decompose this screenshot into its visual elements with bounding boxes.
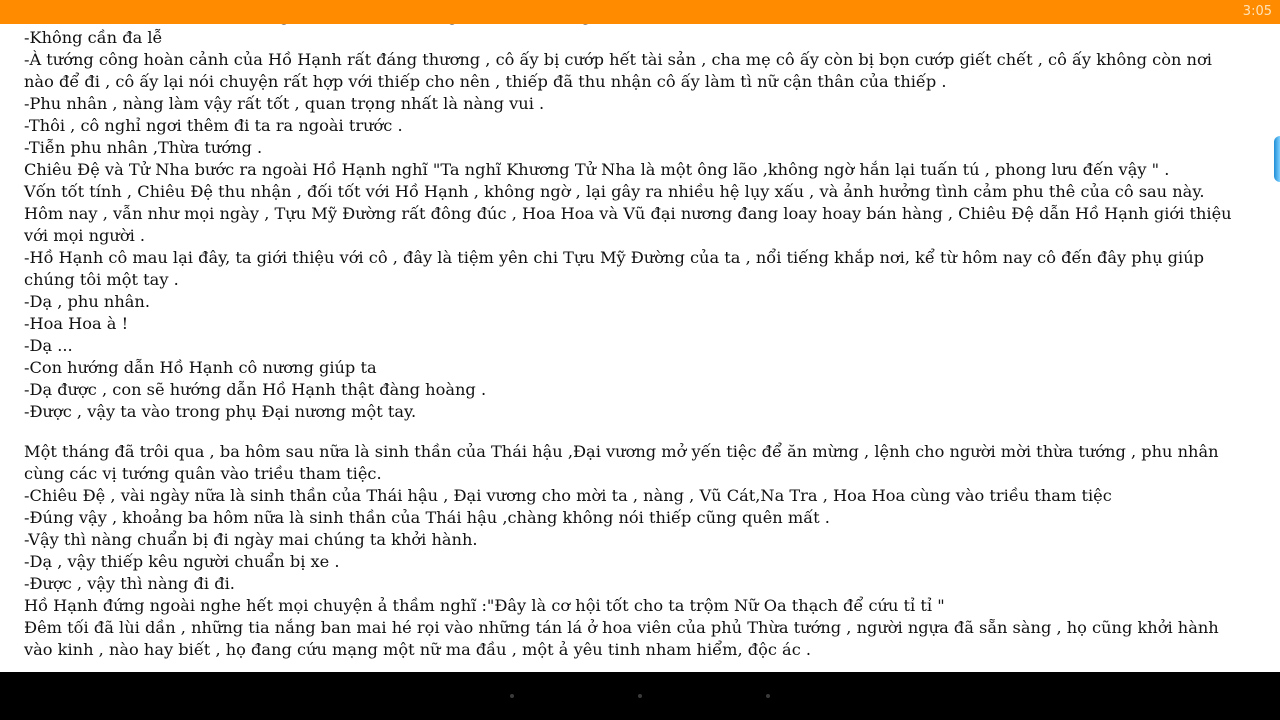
paragraph: -Được , vậy thì nàng đi đi. (24, 574, 235, 593)
recent-apps-button-icon[interactable] (766, 694, 770, 698)
paragraph: -Thôi , cô nghỉ ngơi thêm đi ta ra ngoài trước . (24, 116, 403, 135)
paragraph: -Được , vậy ta vào trong phụ Đại nương một tay. (24, 402, 417, 421)
paragraph: -Tiễn phu nhân ,Thừa tướng . (24, 138, 263, 157)
scroll-handle[interactable] (1274, 136, 1280, 182)
home-button-icon[interactable] (638, 694, 642, 698)
paragraph: Hồ Hạnh đứng ngoài nghe hết mọi chuyện ả thầm nghĩ :"Đây là cơ hội tốt cho ta trộm Nữ Oa thạch để cứu tỉ tỉ " (24, 596, 945, 615)
story-text (24, 5, 1242, 661)
paragraph: -À tướng công hoàn cảnh của Hồ Hạnh rất đáng thương , cô ấy bị cướp hết tài sản , cha mẹ cô ấy còn bị bọn cướp giết chết , cô ấy không còn nơi nào để đi , cô ấy lại nói chuyện rất hợp với thiếp cho nên , thiếp đã thu nhận cô ấy làm tì nữ cận thân của thiếp . (24, 50, 1212, 91)
navigation-bar (0, 672, 1280, 720)
paragraph: -Vậy thì nàng chuẩn bị đi ngày mai chúng ta khởi hành. (24, 530, 478, 549)
paragraph: Chiêu Đệ và Tử Nha bước ra ngoài Hồ Hạnh nghĩ "Ta nghĩ Khương Tử Nha là một ông lão ,không ngờ hắn lại tuấn tú , phong lưu đến vậy " . (24, 160, 1170, 179)
paragraph: -Phu nhân , nàng làm vậy rất tốt , quan trọng nhất là nàng vui . (24, 94, 545, 113)
paragraph: -Con hướng dẫn Hồ Hạnh cô nương giúp ta (24, 358, 377, 377)
paragraph: Đêm tối đã lùi dần , những tia nắng ban mai hé rọi vào những tán lá ở hoa viên của phủ Thừa tướng , người ngựa đã sẵn sàng , họ cũng khởi hành vào kinh , nào hay biết , họ đang cứu mạng một nữ ma đầu , một ả yêu tinh nham hiểm, độc ác . (24, 618, 1219, 659)
paragraph: -Dạ ... (24, 336, 73, 355)
clock: 3:05 (1242, 4, 1272, 19)
paragraph: -Đúng vậy , khoảng ba hôm nữa là sinh thần của Thái hậu ,chàng không nói thiếp cũng quên mất . (24, 508, 830, 527)
paragraph: -Chiêu Đệ , vài ngày nữa là sinh thần của Thái hậu , Đại vương cho mời ta , nàng , Vũ Cát,Na Tra , Hoa Hoa cùng vào triều tham tiệc (24, 486, 1112, 505)
paragraph: -Dạ , vậy thiếp kêu người chuẩn bị xe . (24, 552, 340, 571)
back-button-icon[interactable] (510, 694, 514, 698)
paragraph: -Hoa Hoa à ! (24, 314, 129, 333)
paragraph: Hôm nay , vẫn như mọi ngày , Tựu Mỹ Đường rất đông đúc , Hoa Hoa và Vũ đại nương đang loay hoay bán hàng , Chiêu Đệ dẫn Hồ Hạnh giới thiệu với mọi người . (24, 204, 1232, 245)
paragraph: Một tháng đã trôi qua , ba hôm sau nữa là sinh thần của Thái hậu ,Đại vương mở yến tiệc để ăn mừng , lệnh cho người mời thừa tướng , phu nhân cùng các vị tướng quân vào triều tham tiệc. (24, 442, 1219, 483)
paragraph: -Không cần đa lễ (24, 28, 163, 47)
status-bar (0, 0, 1280, 24)
paragraph: -Dạ được , con sẽ hướng dẫn Hồ Hạnh thật đàng hoàng . (24, 380, 487, 399)
paragraph: Vốn tốt tính , Chiêu Đệ thu nhận , đối tốt với Hồ Hạnh , không ngờ , lại gây ra nhiều hệ lụy xấu , và ảnh hưởng tình cảm phu thê của cô sau này. (24, 182, 1205, 201)
paragraph: -Hồ Hạnh cô mau lại đây, ta giới thiệu với cô , đây là tiệm yên chi Tựu Mỹ Đường của ta , nổi tiếng khắp nơi, kể từ hôm nay cô đến đây phụ giúp chúng tôi một tay . (24, 248, 1204, 289)
paragraph: -Dạ , phu nhân. (24, 292, 150, 311)
